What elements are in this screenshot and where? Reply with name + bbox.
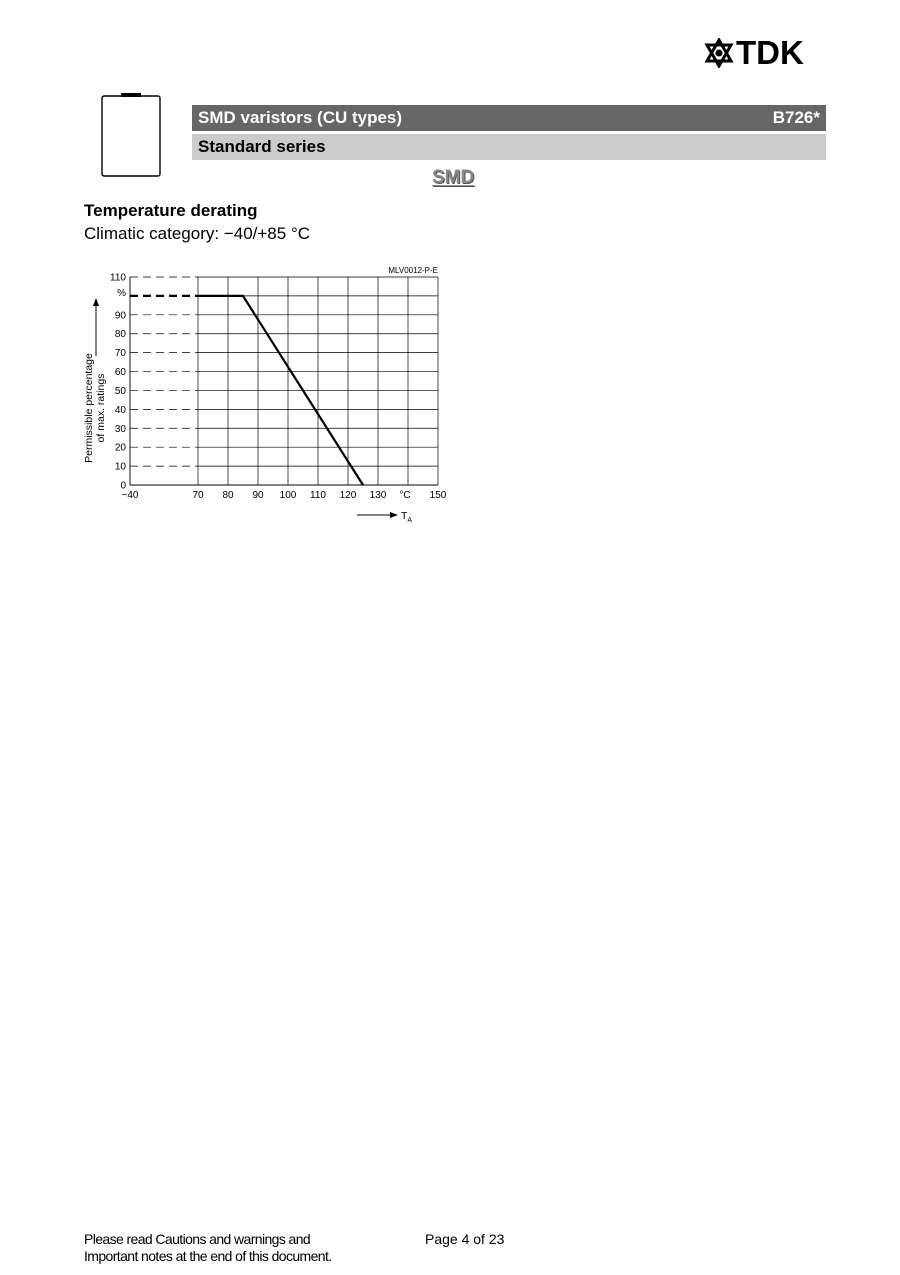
y-axis-title [83,353,107,463]
x-tick-label--40: −40 [121,490,139,501]
y-tick-label-50: 50 [114,385,126,397]
y-tick-label-20: 20 [114,442,126,454]
x-axis-arrow-head [390,512,398,518]
footer-notice-line2: Important notes at the end of this document. [84,1248,332,1264]
y-label-line2: of max. ratings [95,373,107,443]
x-tick-label-70: 70 [192,490,204,501]
y-tick-label-70: 70 [114,348,126,360]
x-label-main: T [401,510,408,522]
series-header-bar [192,134,826,160]
tdk-logo-text: TDK [736,34,804,71]
footer-notice-line1: Please read Cautions and warnings and [84,1231,311,1247]
component-outline-icon [101,93,161,177]
y-tick-label-10: 10 [114,461,126,473]
x-tick-label-120: 120 [339,490,357,501]
y-tick-label-0: 0 [120,480,126,492]
y-tick-label-40: 40 [114,404,126,416]
footer-notice [84,1231,332,1265]
derating-chart [70,258,470,528]
tdk-logo [704,34,804,71]
x-axis-title [401,510,412,524]
part-number: B726* [772,108,820,127]
y-tick-label-110: 110 [110,272,126,284]
x-tick-label-150: 150 [429,490,447,501]
y-unit-label: % [117,288,126,299]
x-tick-label-100: 100 [279,490,297,501]
section-title: Temperature derating [84,201,258,220]
smd-mark: SMD [432,167,475,188]
product-header-bar [192,105,826,131]
y-axis-arrow-head [93,298,99,306]
x-tick-label-80: 80 [222,490,234,501]
y-tick-label-30: 30 [114,423,126,435]
x-tick-label-110: 110 [310,490,326,501]
y-tick-label-80: 80 [114,329,126,341]
x-unit-label: °C [399,490,411,501]
series-title: Standard series [198,137,326,156]
y-label-line1: Permissible percentage [83,353,95,463]
tdk-star-icon [704,38,734,68]
chart-tick-labels [110,273,447,502]
x-tick-label-90: 90 [252,490,264,501]
chart-code: MLV0012-P-E [388,266,438,275]
chart-grid [130,277,438,485]
y-tick-label-60: 60 [114,367,126,379]
climatic-category: Climatic category: −40/+85 °C [84,224,311,243]
y-tick-label-90: 90 [114,310,126,322]
product-title: SMD varistors (CU types) [198,108,403,127]
x-label-sub: A [407,517,413,524]
page-number: Page 4 of 23 [425,1231,505,1247]
x-tick-label-130: 130 [369,490,387,501]
